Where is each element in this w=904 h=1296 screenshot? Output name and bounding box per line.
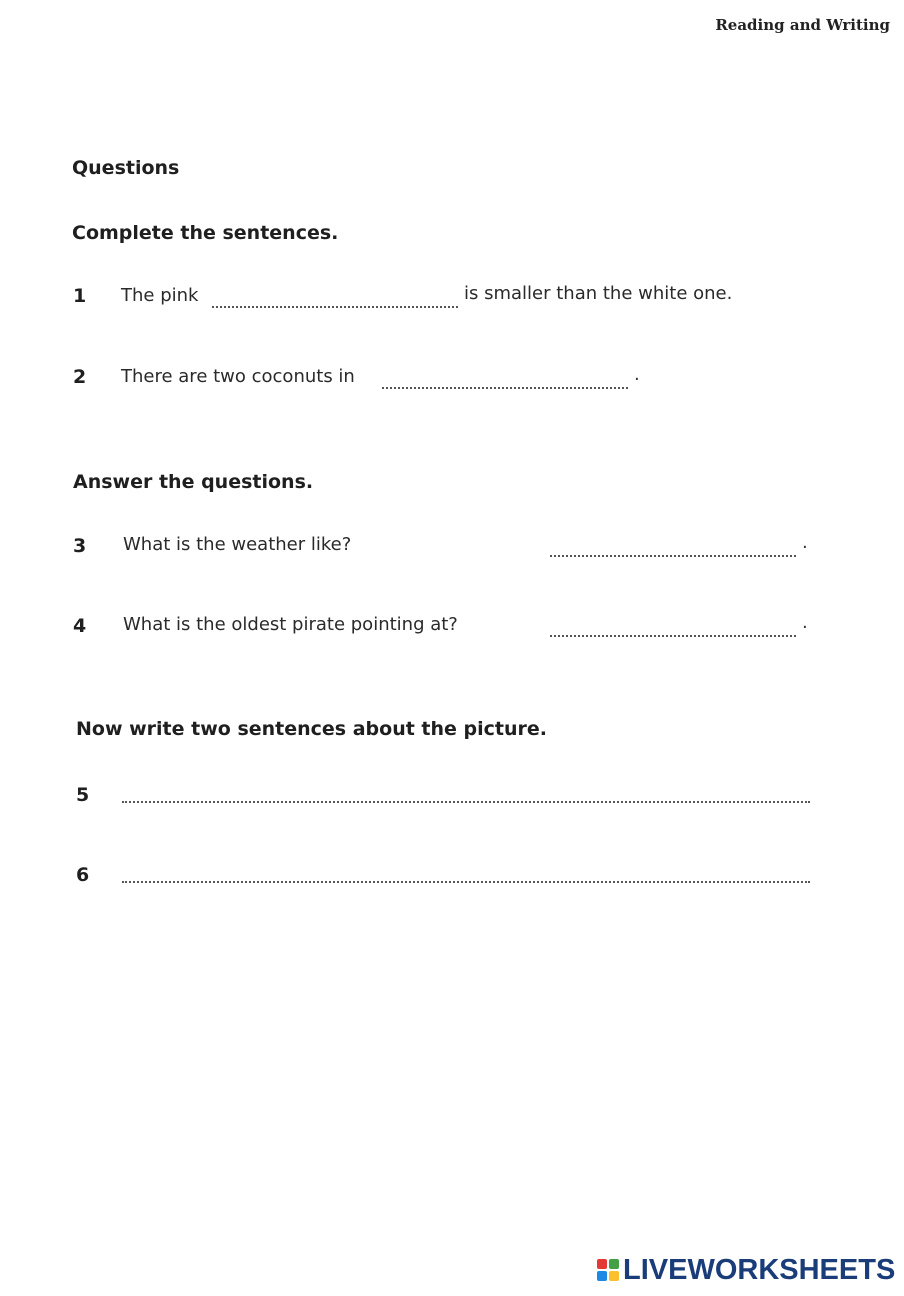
logo-text: LIVEWORKSHEETS (623, 1253, 896, 1286)
question-number-6: 6 (76, 864, 90, 886)
liveworksheets-logo (597, 1254, 895, 1286)
question-3-period: . (802, 532, 808, 553)
question-number-4: 4 (73, 615, 87, 637)
question-1-answer-field[interactable] (212, 286, 458, 308)
question-4-period: . (802, 612, 808, 633)
question-number-5: 5 (76, 784, 90, 806)
question-2-text-before: There are two coconuts in (121, 366, 355, 387)
question-4-text: What is the oldest pirate pointing at? (123, 614, 458, 635)
question-1-text-before: The pink (121, 285, 199, 306)
question-number-2: 2 (73, 366, 87, 388)
question-1-text-after: is smaller than the white one. (464, 283, 733, 304)
question-5-answer-field[interactable] (122, 781, 810, 803)
answer-questions-heading: Answer the questions. (73, 471, 314, 493)
page-header: Reading and Writing (715, 16, 890, 34)
question-number-3: 3 (73, 535, 87, 557)
question-2-answer-field[interactable] (382, 367, 628, 389)
question-3-answer-field[interactable] (550, 535, 796, 557)
questions-heading: Questions (72, 157, 180, 179)
complete-sentences-heading: Complete the sentences. (72, 222, 339, 244)
question-3-text: What is the weather like? (123, 534, 352, 555)
question-2-period: . (634, 364, 640, 385)
question-6-answer-field[interactable] (122, 861, 810, 883)
write-sentences-heading: Now write two sentences about the picture. (76, 718, 548, 740)
liveworksheets-icon (597, 1259, 619, 1281)
question-number-1: 1 (73, 285, 87, 307)
question-4-answer-field[interactable] (550, 615, 796, 637)
